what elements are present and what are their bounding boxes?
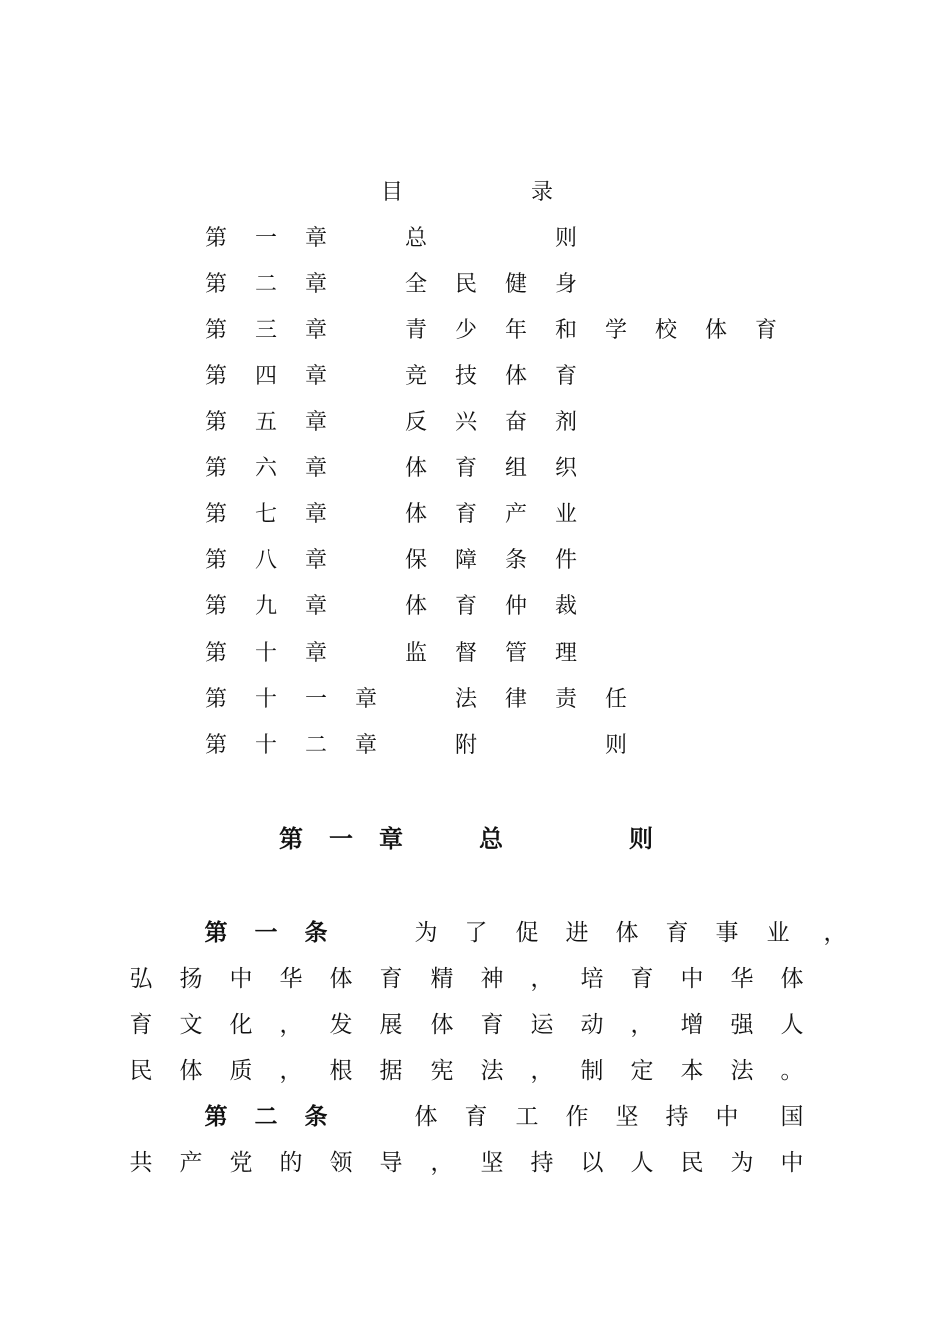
toc-chapter-name-char: 组: [504, 456, 527, 481]
toc-entry: [0, 268, 950, 302]
toc-chapter-name-char: 总: [404, 226, 427, 251]
toc-entry: [0, 498, 950, 532]
body-char: 第: [204, 1104, 228, 1130]
toc-chapter-name-char: 少: [454, 318, 477, 343]
body-char: 二: [254, 1104, 278, 1130]
toc-chapter-name-char: 技: [454, 364, 477, 389]
toc-chapter-name-char: 障: [454, 548, 477, 573]
toc-entry: [0, 683, 950, 717]
toc-chapter-number-char: 章: [304, 594, 327, 619]
toc-chapter-number-char: 章: [354, 733, 377, 758]
body-char: 法: [480, 1058, 504, 1084]
body-char: 体: [329, 966, 353, 992]
toc-chapter-number-char: 章: [304, 272, 327, 297]
body-char: 坚: [480, 1150, 504, 1176]
toc-chapter-name-char: 仲: [504, 594, 527, 619]
toc-chapter-name-char: 健: [504, 272, 527, 297]
toc-chapter-name-char: 任: [604, 687, 627, 712]
body-char: ，: [530, 1058, 554, 1084]
toc-title-char: 录: [530, 180, 553, 205]
body-char: 以: [580, 1150, 604, 1176]
body-char: 坚: [615, 1104, 639, 1130]
toc-chapter-name-char: 体: [404, 502, 427, 527]
chapter-title-char: 第: [279, 825, 303, 853]
body-char: 作: [565, 1104, 589, 1130]
toc-chapter-number-char: 五: [254, 410, 277, 435]
toc-entry: [0, 544, 950, 578]
toc-chapter-number-char: 第: [204, 226, 227, 251]
body-char: 中: [680, 966, 704, 992]
toc-chapter-name-char: 身: [554, 272, 577, 297]
toc-chapter-number-char: 第: [204, 733, 227, 758]
toc-chapter-name-char: 反: [404, 410, 427, 435]
body-char: 育: [480, 1012, 504, 1038]
body-char: 领: [329, 1150, 353, 1176]
body-char: 育: [464, 1104, 488, 1130]
toc-chapter-number-char: 二: [254, 272, 277, 297]
body-char: 体: [179, 1058, 203, 1084]
toc-chapter-name-char: 业: [554, 502, 577, 527]
toc-chapter-number-char: 第: [204, 410, 227, 435]
chapter-title: [0, 822, 950, 856]
body-char: 一: [254, 920, 278, 946]
body-char: 据: [379, 1058, 403, 1084]
toc-chapter-name-char: 育: [454, 594, 477, 619]
toc-chapter-name-char: 则: [554, 226, 577, 251]
toc-chapter-name-char: 管: [504, 641, 527, 666]
toc-title-char: 目: [380, 180, 403, 205]
toc-chapter-number-char: 第: [204, 456, 227, 481]
toc-chapter-number-char: 七: [254, 502, 277, 527]
toc-chapter-name-char: 体: [704, 318, 727, 343]
toc-chapter-name-char: 兴: [454, 410, 477, 435]
body-char: 文: [179, 1012, 203, 1038]
toc-chapter-name-char: 法: [454, 687, 477, 712]
body-char: 中: [715, 1104, 739, 1130]
toc-chapter-number-char: 第: [204, 364, 227, 389]
toc-chapter-name-char: 产: [504, 502, 527, 527]
toc-chapter-name-char: 监: [404, 641, 427, 666]
toc-chapter-name-char: 全: [404, 272, 427, 297]
body-char: 条: [304, 920, 328, 946]
toc-entry: [0, 590, 950, 624]
body-line: [0, 916, 950, 950]
toc-entry: [0, 314, 950, 348]
body-char: 工: [515, 1104, 539, 1130]
body-char: 导: [379, 1150, 403, 1176]
toc-chapter-number-char: 第: [204, 687, 227, 712]
body-char: 体: [615, 920, 639, 946]
toc-chapter-name-char: 理: [554, 641, 577, 666]
toc-entry: [0, 729, 950, 763]
toc-chapter-name-char: 律: [504, 687, 527, 712]
toc-chapter-number-char: 章: [304, 410, 327, 435]
toc-chapter-number-char: 三: [254, 318, 277, 343]
toc-chapter-number-char: 十: [254, 687, 277, 712]
toc-entry: [0, 360, 950, 394]
toc-chapter-name-char: 年: [504, 318, 527, 343]
toc-chapter-name-char: 则: [604, 733, 627, 758]
toc-chapter-name-char: 附: [454, 733, 477, 758]
toc-chapter-name-char: 学: [604, 318, 627, 343]
body-char: 法: [730, 1058, 754, 1084]
toc-chapter-number-char: 章: [304, 502, 327, 527]
body-char: 第: [204, 920, 228, 946]
toc-chapter-name-char: 体: [404, 594, 427, 619]
toc-entry: [0, 637, 950, 671]
body-char: 育: [379, 966, 403, 992]
toc-chapter-name-char: 保: [404, 548, 427, 573]
body-char: 人: [630, 1150, 654, 1176]
body-char: 民: [129, 1058, 153, 1084]
body-char: 体: [780, 966, 804, 992]
toc-chapter-number-char: 章: [304, 641, 327, 666]
body-char: 定: [630, 1058, 654, 1084]
toc-chapter-name-char: 体: [504, 364, 527, 389]
body-char: 民: [680, 1150, 704, 1176]
toc-chapter-number-char: 一: [254, 226, 277, 251]
toc-chapter-number-char: 章: [354, 687, 377, 712]
body-char: ，: [530, 966, 554, 992]
body-char: 为: [730, 1150, 754, 1176]
toc-chapter-number-char: 八: [254, 548, 277, 573]
body-char: 精: [430, 966, 454, 992]
body-char: 国: [780, 1104, 804, 1130]
toc-chapter-number-char: 一: [304, 687, 327, 712]
toc-chapter-name-char: 织: [554, 456, 577, 481]
body-char: 条: [304, 1104, 328, 1130]
toc-chapter-number-char: 第: [204, 502, 227, 527]
body-line: [0, 1054, 950, 1088]
body-char: 根: [329, 1058, 353, 1084]
body-char: ，: [430, 1150, 454, 1176]
body-char: 培: [580, 966, 604, 992]
toc-chapter-name-char: 督: [454, 641, 477, 666]
body-char: 为: [414, 920, 438, 946]
toc-chapter-number-char: 第: [204, 318, 227, 343]
toc-chapter-number-char: 章: [304, 226, 327, 251]
body-char: 神: [480, 966, 504, 992]
toc-chapter-name-char: 青: [404, 318, 427, 343]
body-char: 中: [229, 966, 253, 992]
body-line: [0, 962, 950, 996]
toc-chapter-name-char: 责: [554, 687, 577, 712]
toc-chapter-number-char: 六: [254, 456, 277, 481]
body-char: 人: [780, 1012, 804, 1038]
toc-chapter-name-char: 裁: [554, 594, 577, 619]
body-char: 发: [329, 1012, 353, 1038]
body-char: 运: [530, 1012, 554, 1038]
body-char: 弘: [129, 966, 153, 992]
chapter-title-char: 总: [479, 825, 503, 853]
body-char: 质: [229, 1058, 253, 1084]
body-char: 中: [780, 1150, 804, 1176]
toc-chapter-name-char: 育: [454, 456, 477, 481]
body-char: 华: [730, 966, 754, 992]
toc-chapter-number-char: 第: [204, 272, 227, 297]
toc-title: [0, 176, 950, 210]
body-char: 。: [780, 1058, 804, 1084]
toc-chapter-name-char: 育: [554, 364, 577, 389]
body-char: ，: [823, 920, 847, 946]
toc-chapter-name-char: 育: [454, 502, 477, 527]
body-char: 育: [630, 966, 654, 992]
body-char: 强: [730, 1012, 754, 1038]
toc-chapter-number-char: 四: [254, 364, 277, 389]
body-char: ，: [279, 1012, 303, 1038]
body-char: 育: [129, 1012, 153, 1038]
toc-chapter-number-char: 十: [254, 733, 277, 758]
body-line: [0, 1146, 950, 1180]
body-char: 制: [580, 1058, 604, 1084]
body-char: 进: [565, 920, 589, 946]
body-char: 产: [179, 1150, 203, 1176]
body-char: 宪: [430, 1058, 454, 1084]
body-line: [0, 1100, 950, 1134]
body-char: 展: [379, 1012, 403, 1038]
body-char: 扬: [179, 966, 203, 992]
body-char: 持: [665, 1104, 689, 1130]
toc-chapter-number-char: 章: [304, 318, 327, 343]
toc-chapter-number-char: 第: [204, 594, 227, 619]
body-char: 事: [715, 920, 739, 946]
body-char: 育: [665, 920, 689, 946]
body-char: 共: [129, 1150, 153, 1176]
toc-chapter-name-char: 剂: [554, 410, 577, 435]
toc-chapter-name-char: 条: [504, 548, 527, 573]
toc-chapter-number-char: 章: [304, 548, 327, 573]
toc-chapter-number-char: 第: [204, 548, 227, 573]
toc-entry: [0, 406, 950, 440]
body-char: 体: [430, 1012, 454, 1038]
body-char: 本: [680, 1058, 704, 1084]
body-char: 党: [229, 1150, 253, 1176]
chapter-title-char: 则: [629, 825, 653, 853]
toc-chapter-number-char: 二: [304, 733, 327, 758]
toc-chapter-name-char: 民: [454, 272, 477, 297]
body-char: 业: [766, 920, 790, 946]
toc-chapter-number-char: 九: [254, 594, 277, 619]
toc-chapter-name-char: 育: [754, 318, 777, 343]
toc-entry: [0, 452, 950, 486]
toc-chapter-number-char: 章: [304, 364, 327, 389]
toc-chapter-name-char: 校: [654, 318, 677, 343]
chapter-title-char: 章: [379, 825, 403, 853]
toc-chapter-name-char: 和: [554, 318, 577, 343]
body-char: 增: [680, 1012, 704, 1038]
toc-chapter-name-char: 竞: [404, 364, 427, 389]
body-char: 华: [279, 966, 303, 992]
toc-chapter-name-char: 件: [554, 548, 577, 573]
body-char: 了: [464, 920, 488, 946]
body-char: ，: [279, 1058, 303, 1084]
body-char: 动: [580, 1012, 604, 1038]
toc-chapter-number-char: 章: [304, 456, 327, 481]
body-char: 的: [279, 1150, 303, 1176]
chapter-title-char: 一: [329, 825, 353, 853]
body-char: 体: [414, 1104, 438, 1130]
body-line: [0, 1008, 950, 1042]
body-char: ，: [630, 1012, 654, 1038]
toc-chapter-number-char: 第: [204, 641, 227, 666]
toc-entry: [0, 222, 950, 256]
toc-chapter-name-char: 奋: [504, 410, 527, 435]
toc-chapter-name-char: 体: [404, 456, 427, 481]
body-char: 促: [515, 920, 539, 946]
body-char: 化: [229, 1012, 253, 1038]
toc-chapter-number-char: 十: [254, 641, 277, 666]
body-char: 持: [530, 1150, 554, 1176]
